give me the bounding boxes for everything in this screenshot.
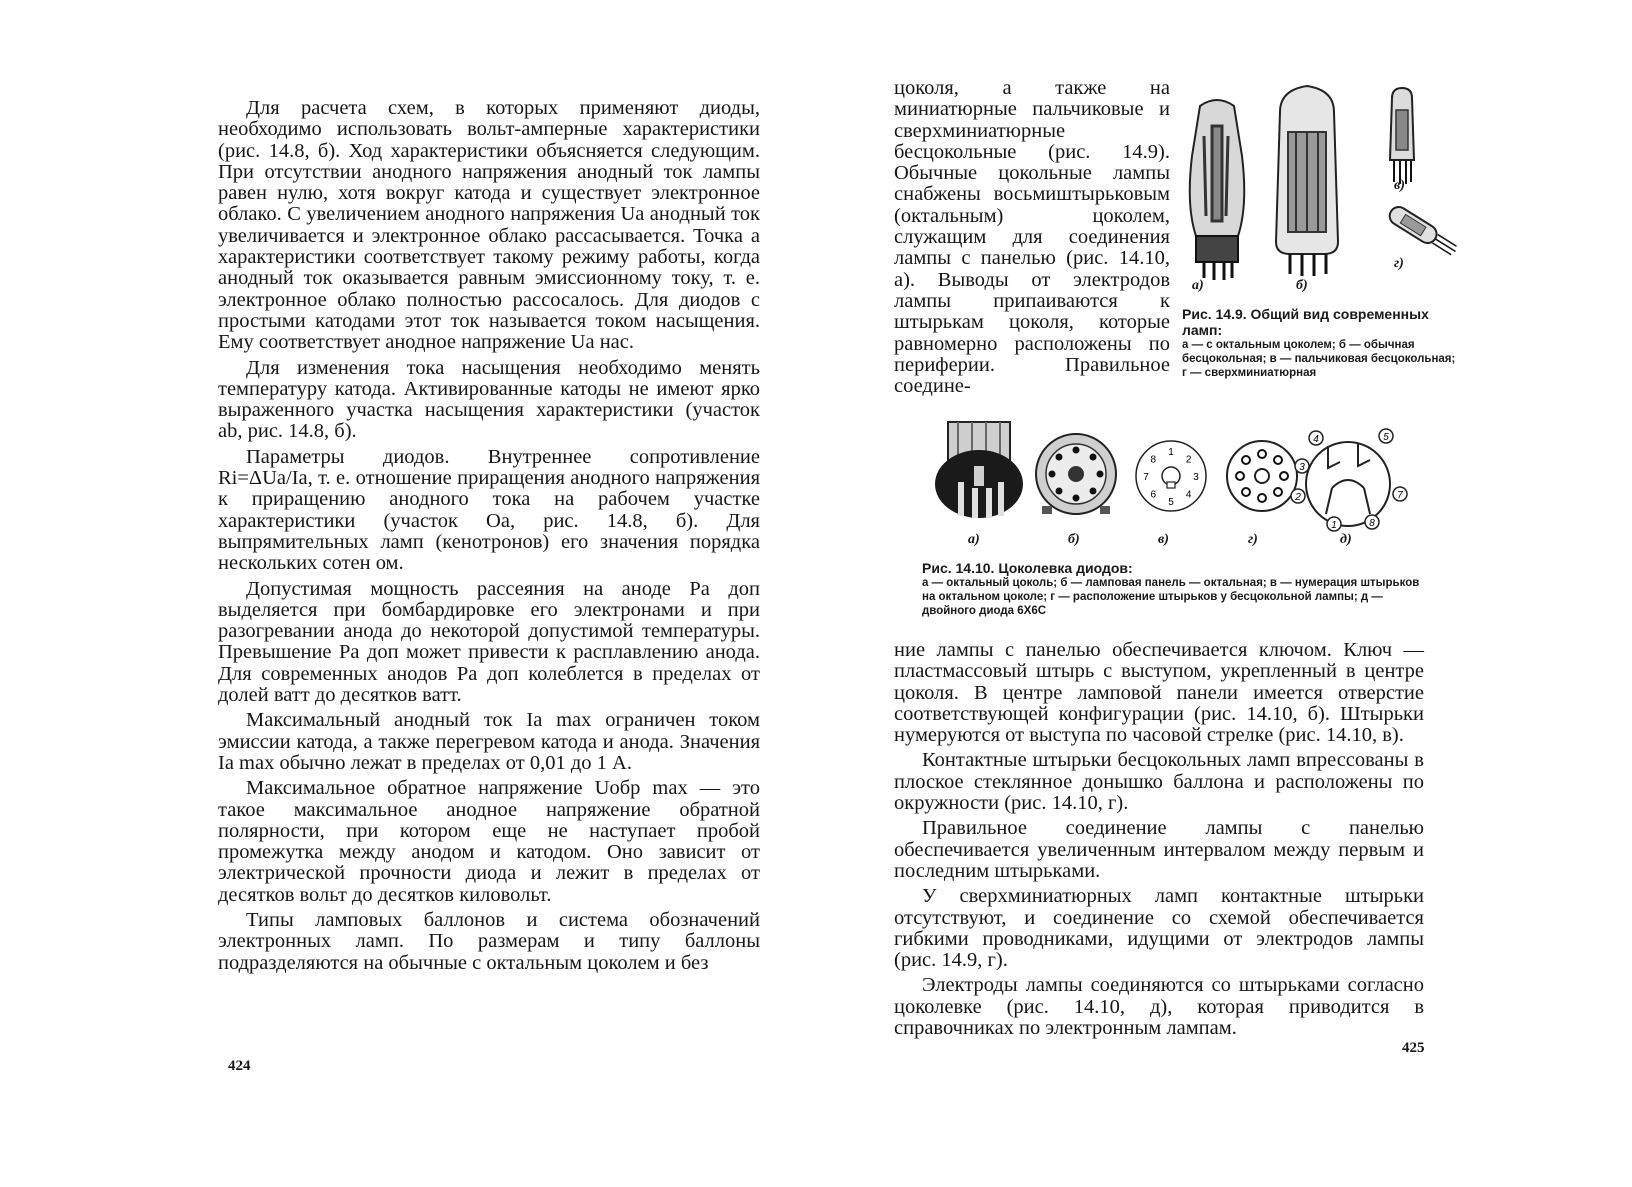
caption-body: а — октальный цоколь; б — ламповая панель — октальная; в — нумерация штырьков на октальном цоколе; г — расположение штырьков у бесцокольной лампы; д — двойного диода 6Х6С [922,577,1420,617]
left-page-text [218,98,760,978]
double-diode-pinout-diagram [1288,428,1408,538]
caption-title: Рис. 14.9. Общий вид современных ламп: [1182,306,1429,338]
paragraph: Типы ламповых баллонов и система обозначений электронных ламп. По размерам и типу баллоны подразделяются на обычные с октальным цоколем и без [218,908,760,974]
pin-number: 7 [1143,472,1149,483]
page-number: 425 [1402,1040,1425,1056]
figure-label: в) [1158,532,1169,547]
caption-body: а — с октальным цоколем; б — обычная бесцокольная; в — пальчиковая бесцокольная; г — сверхминиатюрная [1182,339,1456,379]
pin-number: 4 [1185,489,1192,501]
paragraph: Допустимая мощность рассеяния на аноде Pа доп выделяется при бомбардировке его электронами и при разогревании анода до некоторой допустимой температуры. Превышение Pа доп может привести к расплавлению анода. Для современных анодов Pа доп колеблется в пределах от долей ватт до десятков ватт. [218,577,760,707]
figure-label: б) [1068,532,1080,547]
pin-number: 1 [1168,447,1174,458]
subminiature-lamp-illustration [1376,198,1466,268]
figure-label: б) [1296,278,1308,293]
figure-caption [922,560,1422,618]
paragraph: Максимальное обратное напряжение Uобр max — это такое максимальное анодное напряжение обратной полярности, при котором еще не наступает пробой промежутка между анодом и катодом. Оно зависит от электрической прочности диода и лежит в пределах от десятков вольт до десятков киловольт. [218,777,760,906]
paragraph: Максимальный анодный ток Iа max ограничен током эмиссии катода, а также перегревом катода и анода. Значения Iа max обычно лежат в пределах от 0,01 до 1 А. [218,709,760,774]
paragraph: Для изменения тока насыщения необходимо менять температуру катода. Активированные катоды не имеют ярко выраженного участка насыщения характеристики (участок ab, рис. 14.8, б). [218,356,760,443]
figure-label: а) [1192,278,1204,293]
regular-baseless-lamp-illustration [1268,82,1346,278]
figure-label: в) [1394,178,1405,193]
right-bottom-text [894,640,1424,1043]
paragraph: Для расчета схем, в которых применяют диоды, необходимо использовать вольт-амперные характеристики (рис. 14.8, б). Ход характеристики объясняется следующим. При отсутствии анодного напряжения анодный ток лампы равен нулю, хотя вокруг катода и существует электронное облако. С увеличением анодного напряжения Uа анодный ток увеличивается и электронное облако рассасывается. Точка а характеристики соответствует такому режиму работы, когда анодный ток оказывается равным эмиссионному току, т. е. электронное облако полностью рассосалось. Для диодов с простыми катодами этот ток называется током насыщения. Ему соответствует анодное напряжение Uа нас. [218,97,760,354]
right-top-text [894,78,1170,401]
paragraph: ние лампы с панелью обеспечивается ключом. Ключ — пластмассовый штырь с выступом, укрепленный в центре цоколя. В центре ламповой панели имеется отверстие соответствующей конфигурации (рис. 14.10, б). Штырьки нумеруются от выступа по часовой стрелке (рис. 14.10, в). [894,639,1424,747]
paragraph: Электроды лампы соединяются со штырьками согласно цоколевке (рис. 14.10, д), которая приводится в справочниках по электронным лампам. [894,974,1424,1040]
paragraph: цоколя, а также на миниатюрные пальчиковые и сверхминиатюрные бесцокольные (рис. 14.9). Обычные цокольные лампы снабжены восьмиштырьковым (октальным) цоколем, служащим для соединения лампы с панелью (рис. 14.10, а). Выводы от электродов лампы припаиваются к штырькам цоколя, которые равномерно расположены по периферии. Правильное соедине- [894,77,1170,398]
pin-number: 7 [1397,490,1403,501]
octal-base-illustration [934,422,1026,522]
miniature-lamp-illustration [1384,86,1420,186]
pin-number: 5 [1168,497,1174,508]
octal-base-lamp-illustration [1182,96,1252,286]
pin-number: 8 [1150,454,1157,466]
figure-label: г) [1248,532,1258,547]
paragraph: Контактные штырьки бесцокольных ламп впрессованы в плоское стеклянное донышко баллона и расположены по окружности (рис. 14.10, г). [894,749,1424,815]
figure-caption [1182,306,1456,380]
pin-numbering-diagram [1130,436,1212,516]
figure-label: д) [1340,532,1352,547]
page-number: 424 [228,1058,251,1074]
tube-socket-illustration [1034,432,1118,516]
pin-number: 8 [1369,518,1375,529]
pin-number: 1 [1331,520,1337,531]
pin-number: 2 [1185,454,1192,466]
paragraph: Правильное соединение лампы с панелью обеспечивается увеличенным интервалом между первым и последним штырьками. [894,817,1424,882]
paragraph: Параметры диодов. Внутреннее сопротивление Ri=ΔUа/Iа, т. е. отношение приращения анодного напряжения к приращению анодного тока на рабочем участке характеристики (участок Оа, рис. 14.8, б). Для выпрямительных ламп (кенотронов) его значения порядка нескольких сотен ом. [218,445,760,575]
pin-number: 3 [1193,472,1199,483]
pin-number: 4 [1313,434,1319,445]
pin-number: 2 [1295,492,1301,503]
caption-title: Рис. 14.10. Цоколевка диодов: [922,560,1133,576]
figure-label: а) [968,532,980,547]
pin-number: 6 [1150,489,1157,501]
right-page [816,0,1632,1187]
pin-number: 3 [1299,462,1305,473]
figure-label: г) [1394,256,1404,271]
paragraph: У сверхминиатюрных ламп контактные штырьки отсутствуют, и соединение со схемой обеспечивается гибкими проводниками, идущими от электродов лампы (рис. 14.9, г). [894,885,1424,972]
pin-number: 5 [1383,432,1389,443]
